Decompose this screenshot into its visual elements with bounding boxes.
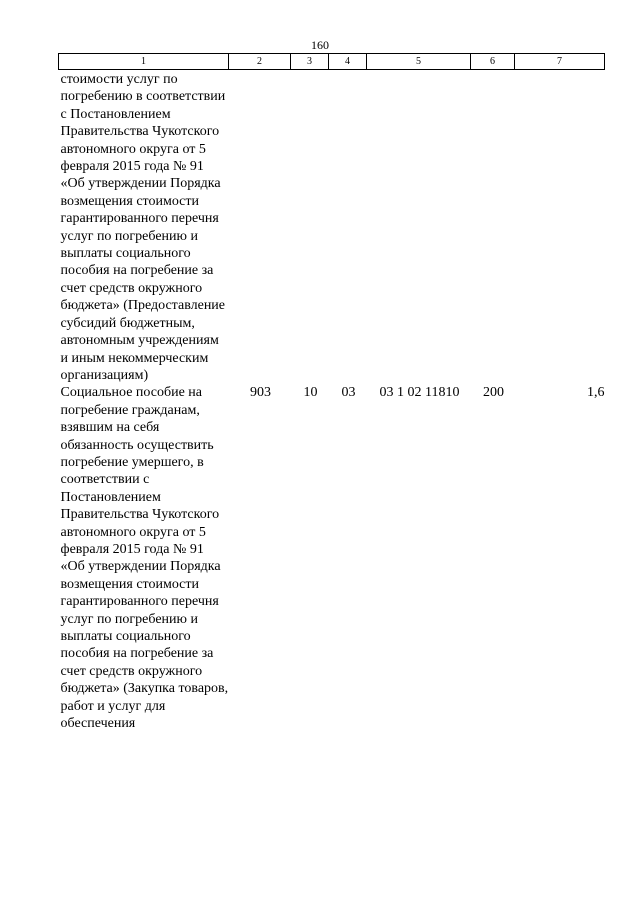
column-header: 3 <box>291 54 329 70</box>
vr-cell <box>471 70 515 385</box>
csr-cell <box>367 70 471 385</box>
row-description: стоимости услуг по погребению в соответствии с Постановлением Правительства Чукотского автономного округа от 5 февраля 2015 года № 91 «Об утверждении Порядка возмещения стоимости гарантированного перечня услуг по погребению и выплаты социального пособия на погребение за счет средств окружного бюджета» (Предоставление субсидий бюджетным, автономным учреждениям и иным некоммерческим организациям) <box>60 72 226 383</box>
column-header: 4 <box>329 54 367 70</box>
csr-cell: 03 1 02 11810 <box>379 385 460 401</box>
column-header: 7 <box>515 54 605 70</box>
sum-cell <box>515 70 605 385</box>
column-header: 2 <box>229 54 291 70</box>
table-row <box>59 384 605 732</box>
column-header: 6 <box>471 54 515 70</box>
vr-cell: 200 <box>483 385 504 401</box>
razdel-cell: 10 <box>303 385 318 401</box>
table-row <box>59 70 605 385</box>
sum-cell: 1,6 <box>587 385 605 401</box>
grbs-cell: 903 <box>250 385 271 401</box>
podrazdel-cell: 03 <box>341 385 356 401</box>
razdel-cell <box>291 70 329 385</box>
column-header: 1 <box>59 54 229 70</box>
column-number-row <box>59 54 605 70</box>
grbs-cell <box>229 70 291 385</box>
podrazdel-cell <box>329 70 367 385</box>
column-header: 5 <box>367 54 471 70</box>
budget-table <box>58 53 605 732</box>
row-description: Социальное пособие на погребение гражданам, взявшим на себя обязанность осуществить погребение умершего, в соответствии с Постановлением Правительства Чукотского автономного округа от 5 февраля 2015 года № 91 «Об утверждении Порядка возмещения стоимости гарантированного перечня услуг по погребению и выплаты социального пособия на погребение за счет средств окружного бюджета» (Закупка товаров, работ и услуг для обеспечения <box>60 385 229 732</box>
page-number: 160 <box>311 38 329 52</box>
